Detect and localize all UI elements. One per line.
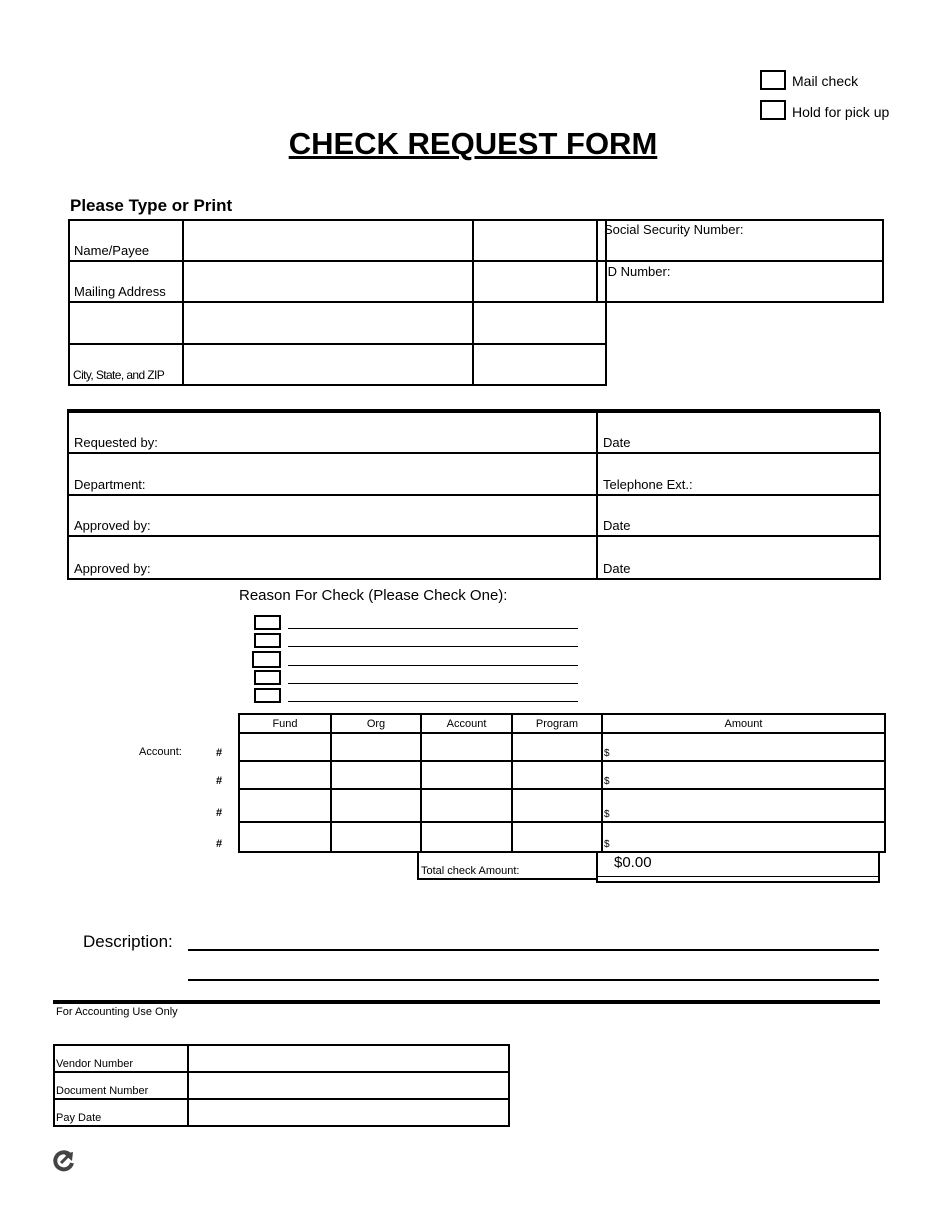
- id-number-label: ID Number:: [604, 264, 671, 279]
- approved-by-label: Approved by:: [74, 561, 151, 576]
- reason-line-4[interactable]: [288, 683, 578, 684]
- name-payee-field[interactable]: [183, 220, 473, 261]
- reason-checkbox-3[interactable]: [252, 651, 281, 668]
- form-title: CHECK REQUEST FORM: [288, 126, 658, 161]
- mailing-address-field-2[interactable]: [183, 302, 473, 344]
- hash-mark: #: [216, 838, 223, 850]
- ssn-field[interactable]: [597, 220, 883, 261]
- org-cell[interactable]: [331, 789, 421, 822]
- fund-cell[interactable]: [239, 761, 331, 789]
- requested-by-field[interactable]: [68, 412, 597, 453]
- account-cell[interactable]: [421, 789, 512, 822]
- amount-cell[interactable]: [602, 822, 885, 852]
- fund-cell[interactable]: [239, 822, 331, 852]
- description-line-1[interactable]: [188, 949, 879, 951]
- amount-cell[interactable]: [602, 789, 885, 822]
- program-cell[interactable]: [512, 733, 602, 761]
- dollar-sign: $: [604, 839, 610, 850]
- city-state-zip-field[interactable]: [183, 344, 473, 385]
- payee-table: [68, 219, 607, 386]
- pay-date-label-cell: [54, 1099, 188, 1126]
- total-label-cell: [417, 852, 598, 880]
- vendor-number-field[interactable]: [188, 1045, 509, 1072]
- reason-line-2[interactable]: [288, 646, 578, 647]
- telephone-label: Telephone Ext.:: [603, 477, 693, 492]
- description-label: Description:: [83, 932, 173, 951]
- dollar-sign: $: [604, 776, 610, 787]
- department-label: Department:: [74, 477, 146, 492]
- reason-line-5[interactable]: [288, 701, 578, 702]
- city-label-cell: [69, 344, 183, 385]
- program-cell[interactable]: [512, 761, 602, 789]
- accounting-table: [53, 1044, 510, 1127]
- account-table: [238, 713, 886, 853]
- account-row-label: Account:: [139, 746, 182, 758]
- account-cell[interactable]: [421, 733, 512, 761]
- city-state-zip-field-extra[interactable]: [473, 344, 606, 385]
- id-number-field[interactable]: [597, 261, 883, 302]
- name-label-cell: [69, 220, 183, 261]
- reason-checkbox-5[interactable]: [254, 688, 281, 703]
- approved-date-field-2[interactable]: [597, 536, 880, 579]
- description-line-2[interactable]: [188, 979, 879, 981]
- reason-line-1[interactable]: [288, 628, 578, 629]
- reason-line-3[interactable]: [288, 665, 578, 666]
- pay-date-field[interactable]: [188, 1099, 509, 1126]
- document-label-cell: [54, 1072, 188, 1099]
- amount-cell[interactable]: [602, 761, 885, 789]
- telephone-field[interactable]: [597, 453, 880, 495]
- hash-mark: #: [216, 775, 223, 787]
- mail-check-label: Mail check: [792, 73, 859, 89]
- dollar-sign: $: [604, 748, 610, 759]
- reason-heading: Reason For Check (Please Check One):: [239, 587, 508, 604]
- document-number-label: Document Number: [56, 1085, 149, 1097]
- mailing-label-cell-2: [69, 302, 183, 344]
- fund-cell[interactable]: [239, 733, 331, 761]
- column-header-org: Org: [331, 714, 421, 733]
- hash-mark: #: [216, 747, 223, 759]
- org-cell[interactable]: [331, 733, 421, 761]
- total-check-amount-value: $0.00: [614, 854, 652, 871]
- program-cell[interactable]: [512, 789, 602, 822]
- hash-mark: #: [216, 807, 223, 819]
- date-label: Date: [603, 561, 631, 576]
- mailing-address-field-extra[interactable]: [473, 261, 606, 302]
- name-payee-field-extra[interactable]: [473, 220, 606, 261]
- request-table: [67, 412, 881, 580]
- approved-by-label: Approved by:: [74, 518, 151, 533]
- accounting-heading: For Accounting Use Only: [56, 1006, 178, 1018]
- department-field[interactable]: [68, 453, 597, 495]
- column-header-amount: Amount: [602, 714, 885, 733]
- account-cell[interactable]: [421, 822, 512, 852]
- program-cell[interactable]: [512, 822, 602, 852]
- mailing-address-field-2-extra[interactable]: [473, 302, 606, 344]
- id-table: [596, 219, 884, 303]
- accounting-divider: [53, 1000, 880, 1004]
- org-cell[interactable]: [331, 761, 421, 789]
- requested-by-label: Requested by:: [74, 435, 158, 450]
- mailing-address-label: Mailing Address: [74, 284, 166, 299]
- instructions: Please Type or Print: [70, 196, 233, 215]
- org-cell[interactable]: [331, 822, 421, 852]
- requested-date-field[interactable]: [597, 412, 880, 453]
- account-cell[interactable]: [421, 761, 512, 789]
- approved-date-field-1[interactable]: [597, 495, 880, 536]
- date-label: Date: [603, 435, 631, 450]
- document-number-field[interactable]: [188, 1072, 509, 1099]
- column-header-program: Program: [512, 714, 602, 733]
- ssn-label: Social Security Number:: [604, 222, 744, 237]
- city-state-zip-label: City, State, and ZIP: [73, 368, 165, 382]
- hold-pickup-checkbox[interactable]: [760, 100, 786, 120]
- reason-checkbox-1[interactable]: [254, 615, 281, 630]
- name-payee-label: Name/Payee: [74, 243, 150, 258]
- mailing-label-cell: [69, 261, 183, 302]
- mailing-address-field[interactable]: [183, 261, 473, 302]
- total-amount-field[interactable]: [596, 852, 880, 883]
- reason-checkbox-2[interactable]: [254, 633, 281, 648]
- mail-check-checkbox[interactable]: [760, 70, 786, 90]
- approved-by-field-2[interactable]: [68, 536, 597, 579]
- fund-cell[interactable]: [239, 789, 331, 822]
- amount-cell[interactable]: [602, 733, 885, 761]
- reason-checkbox-4[interactable]: [254, 670, 281, 685]
- vendor-number-label: Vendor Number: [56, 1058, 134, 1070]
- pay-date-label: Pay Date: [56, 1112, 102, 1124]
- hold-pickup-label: Hold for pick up: [792, 104, 890, 120]
- total-check-amount-label: Total check Amount:: [421, 865, 520, 877]
- dollar-sign: $: [604, 809, 610, 820]
- column-header-account: Account: [421, 714, 512, 733]
- column-header-fund: Fund: [239, 714, 331, 733]
- vendor-label-cell: [54, 1045, 188, 1072]
- refresh-arrow-logo-icon: [52, 1149, 76, 1173]
- approved-by-field-1[interactable]: [68, 495, 597, 536]
- date-label: Date: [603, 518, 631, 533]
- total-double-underline: [598, 876, 878, 877]
